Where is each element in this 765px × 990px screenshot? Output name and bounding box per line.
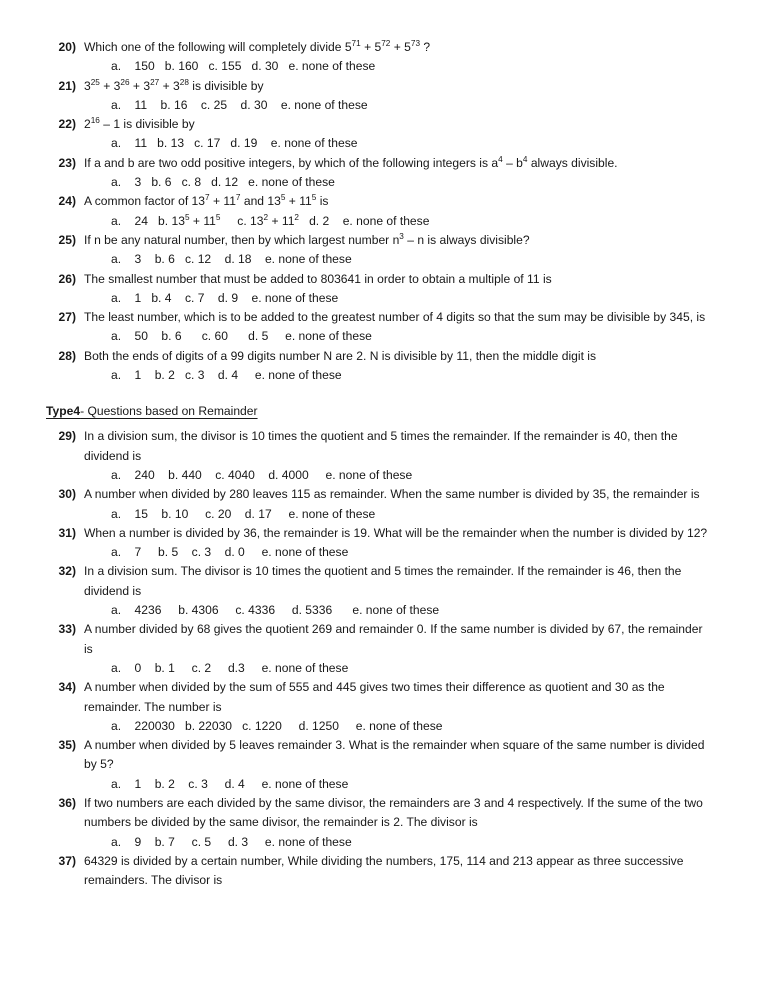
section-heading-type-label: Type4 bbox=[46, 404, 81, 419]
question-text: A number when divided by the sum of 555 and 445 gives two times their difference as quotient and 30 as the remainder. The number is bbox=[84, 680, 665, 714]
question-options: a. 220030 b. 22030 c. 1220 d. 1250 e. none of these bbox=[111, 718, 443, 733]
question-text: The least number, which is to be added to the greatest number of 4 digits so that the sum may be divisible by 345, is bbox=[84, 310, 706, 325]
question-text: A number divided by 68 gives the quotient 269 and remainder 0. If the same number is divided by 67, the remainder is bbox=[84, 622, 703, 656]
question-options: a. 11 b. 16 c. 25 d. 30 e. none of these bbox=[111, 97, 368, 112]
question-number: 35) bbox=[58, 738, 76, 753]
question-number: 23) bbox=[58, 155, 76, 170]
question-number: 28) bbox=[58, 348, 76, 363]
question-options: a. 1 b. 2 c. 3 d. 4 e. none of these bbox=[111, 776, 349, 791]
question-options: a. 3 b. 6 c. 8 d. 12 e. none of these bbox=[111, 175, 335, 190]
question-text: If n be any natural number, then by which largest number $n^3$ – n is always divisible? bbox=[84, 231, 530, 247]
question-number: 24) bbox=[58, 194, 76, 209]
question-block bbox=[46, 270, 719, 309]
question-number: 29) bbox=[58, 429, 76, 444]
question-block bbox=[46, 231, 719, 270]
question-number: 30) bbox=[58, 487, 76, 502]
question-options: a. 150 b. 160 c. 155 d. 30 e. none of these bbox=[111, 59, 376, 74]
question-block bbox=[46, 38, 719, 77]
question-options: a. 7 b. 5 c. 3 d. 0 e. none of these bbox=[111, 545, 349, 560]
question-block bbox=[46, 427, 719, 485]
question-number: 22) bbox=[58, 117, 76, 132]
question-options: a. 9 b. 7 c. 5 d. 3 e. none of these bbox=[111, 834, 352, 849]
question-number: 26) bbox=[58, 271, 76, 286]
question-text: If two numbers are each divided by the same divisor, the remainders are 3 and 4 respectively. If the sume of the two numbers be divided by the same divisor, the remainder is 2. The divisor is bbox=[84, 795, 703, 830]
question-block bbox=[46, 154, 719, 193]
question-number: 20) bbox=[58, 40, 76, 54]
question-options: a. 50 b. 6 c. 60 d. 5 e. none of these bbox=[111, 329, 372, 344]
question-block bbox=[46, 678, 719, 736]
question-options: a. 3 b. 6 c. 12 d. 18 e. none of these bbox=[111, 252, 352, 267]
question-text: The smallest number that must be added to 803641 in order to obtain a multiple of 11 is bbox=[84, 271, 552, 286]
question-number: 33) bbox=[58, 622, 76, 637]
question-text: $2^{16} - 1$ is divisible by bbox=[84, 116, 195, 132]
question-options: a. 1 b. 4 c. 7 d. 9 e. none of these bbox=[111, 290, 339, 305]
question-text: A number when divided by 280 leaves 115 as remainder. When the same number is divided by 35, the remainder is bbox=[84, 487, 700, 502]
question-text: If a and b are two odd positive integers, by which of the following integers is $a^4 - b^4$ always divisible. bbox=[84, 154, 618, 170]
section-heading bbox=[46, 402, 719, 421]
question-options: a. 240 b. 440 c. 4040 d. 4000 e. none of these bbox=[111, 467, 413, 482]
question-text: In a division sum, the divisor is 10 times the quotient and 5 times the remainder. If the remainder is 40, then the dividend is bbox=[84, 429, 678, 463]
question-block bbox=[46, 794, 719, 852]
question-block bbox=[46, 77, 719, 116]
question-number: 21) bbox=[58, 78, 76, 93]
question-number: 34) bbox=[58, 680, 76, 695]
question-number: 25) bbox=[58, 232, 76, 247]
question-text: A number when divided by 5 leaves remainder 3. What is the remainder when square of the same number is divided by 5? bbox=[84, 738, 705, 772]
question-text: Which one of the following will completely divide $5^{71} + 5^{72} + 5^{73}$ ? bbox=[84, 38, 431, 54]
question-block bbox=[46, 736, 719, 794]
question-block bbox=[46, 485, 719, 524]
question-text: Both the ends of digits of a 99 digits number N are 2. N is divisible by 11, then the middle digit is bbox=[84, 348, 597, 363]
question-options: a. 24 b. $13^5 + 11^5$ c. $13^2 + 11^2$ d. 2 e. none of these bbox=[111, 212, 430, 228]
question-block bbox=[46, 192, 719, 231]
question-block bbox=[46, 562, 719, 620]
question-number: 32) bbox=[58, 564, 76, 579]
question-text: A common factor of $13^7 + 11^7$ and $13^5 + 11^5$ is bbox=[84, 193, 329, 209]
question-block bbox=[46, 620, 719, 678]
question-text: 64329 is divided by a certain number, While dividing the numbers, 175, 114 and 213 appear as three successive remainders. The divisor is bbox=[84, 853, 684, 888]
question-block bbox=[46, 308, 719, 347]
question-text: $3^{25} + 3^{26} + 3^{27} + 3^{28}$ is divisible by bbox=[84, 77, 264, 93]
section-heading-description: - Questions based on Remainder bbox=[80, 404, 258, 419]
question-options: a. 1 b. 2 c. 3 d. 4 e. none of these bbox=[111, 368, 342, 383]
question-options: a. 15 b. 10 c. 20 d. 17 e. none of these bbox=[111, 506, 376, 521]
question-options: a. 4236 b. 4306 c. 4336 d. 5336 e. none of these bbox=[111, 603, 440, 618]
question-block bbox=[46, 347, 719, 386]
question-number: 31) bbox=[58, 525, 76, 540]
question-text: When a number is divided by 36, the remainder is 19. What will be the remainder when the number is divided by 12? bbox=[84, 525, 708, 540]
question-block bbox=[46, 852, 719, 891]
question-text: In a division sum. The divisor is 10 times the quotient and 5 times the remainder. If the remainder is 46, then the dividend is bbox=[84, 564, 682, 598]
question-options: a. 11 b. 13 c. 17 d. 19 e. none of these bbox=[111, 136, 358, 151]
question-number: 27) bbox=[58, 310, 76, 325]
question-number: 37) bbox=[58, 853, 76, 868]
question-block bbox=[46, 115, 719, 154]
question-block bbox=[46, 524, 719, 563]
question-options: a. 0 b. 1 c. 2 d.3 e. none of these bbox=[111, 660, 349, 675]
question-number: 36) bbox=[58, 795, 76, 810]
